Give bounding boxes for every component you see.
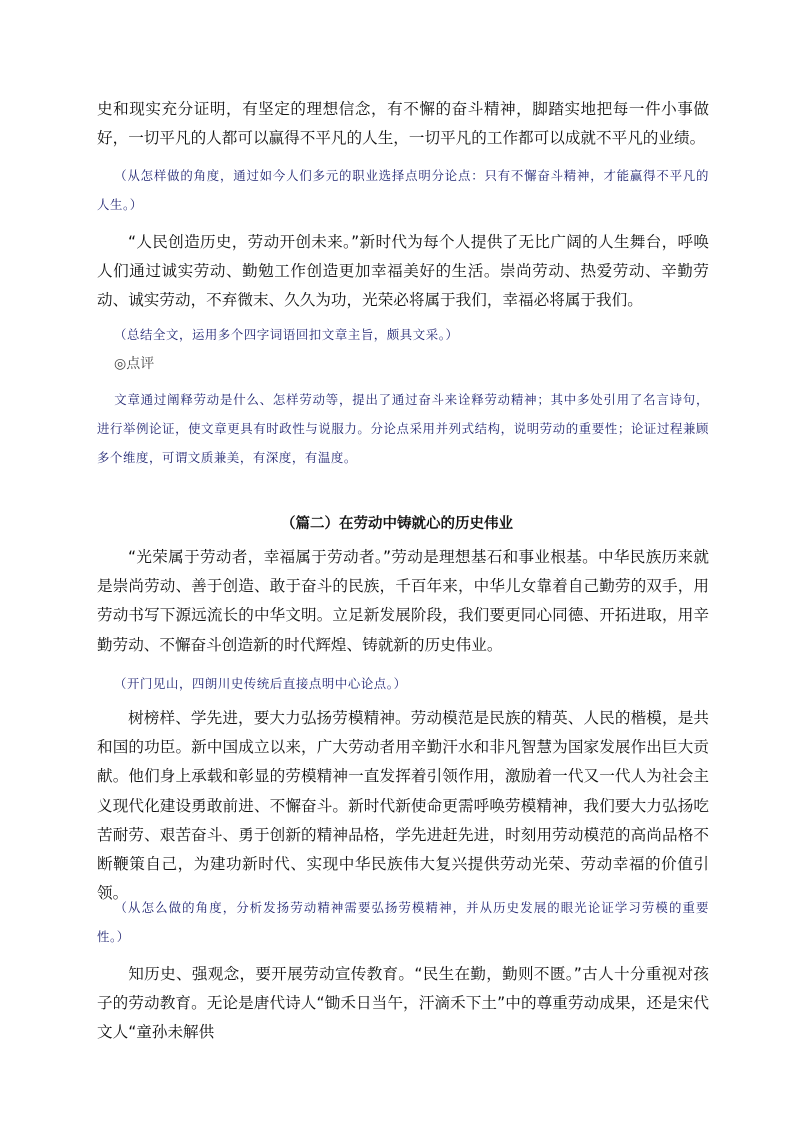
- paragraph-5: [97, 960, 709, 1048]
- annotation-4: [97, 893, 709, 951]
- paragraph-2-text: “人民创造历史，劳动开创未来。”新时代为每个人提供了无比广阔的人生舞台，呼唤人们通过诚实劳动、勤勉工作创造更加幸福美好的生活。崇尚劳动、热爱劳动、辛勤劳动、诚实劳动，不弃微末、久久为功，光荣必将属于我们，幸福必将属于我们。: [97, 233, 709, 310]
- paragraph-4-text: 树榜样、学先进，要大力弘扬劳模精神。劳动模范是民族的精英、人民的楷模，是共和国的功臣。新中国成立以来，广大劳动者用辛勤汗水和非凡智慧为国家发展作出巨大贡献。他们身上承载和彰显的劳模精神一直发挥着引领作用，激励着一代又一代人为社会主义现代化建设勇敢前进、不懈奋斗。新时代新使命更需呼唤劳模精神，我们要大力弘扬吃苦耐劳、艰苦奋斗、勇于创新的精神品格，学先进赶先进，时刻用劳动模范的高尚品格不断鞭策自己，为建功新时代、实现中华民族伟大复兴提供劳动光荣、劳动幸福的价值引领。: [97, 709, 709, 903]
- annotation-4-text: （从怎么做的角度，分析发扬劳动精神需要弘扬劳模精神，并从历史发展的眼光论证学习劳模的重要性。）: [97, 900, 709, 945]
- paragraph-5-text: 知历史、强观念，要开展劳动宣传教育。“民生在勤，勤则不匮。”古人十分重视对孩子的劳动教育。无论是唐代诗人“锄禾日当午，汗滴禾下土”中的尊重劳动成果，还是宋代文人“童孙未解供: [97, 965, 709, 1042]
- annotation-1-text: （从怎样做的角度，通过如今人们多元的职业选择点明分论点：只有不懈奋斗精神，才能赢得不平凡的人生。）: [97, 168, 709, 213]
- paragraph-2: [97, 228, 709, 316]
- paragraph-4: [97, 704, 709, 908]
- review-text: [97, 385, 709, 473]
- paragraph-3-text: “光荣属于劳动者，幸福属于劳动者。”劳动是理想基石和事业根基。中华民族历来就是崇尚劳动、善于创造、敢于奋斗的民族，千百年来，中华儿女靠着自己勤劳的双手，用劳动书写下源远流长的中华文明。立足新发展阶段，我们要更同心同德、开拓进取，用辛勤劳动、不懈奋斗创造新的时代辉煌、铸就新的历史伟业。: [97, 548, 709, 654]
- annotation-3: [97, 669, 709, 698]
- annotation-3-text: （开门见山，四朗川史传统后直接点明中心论点。）: [114, 676, 407, 691]
- paragraph-3: [97, 543, 709, 660]
- annotation-2-text: （总结全文，运用多个四字词语回扣文章主旨，颇具文采。）: [114, 327, 459, 342]
- section-heading: （篇二）在劳动中铸就心的历史伟业: [281, 516, 513, 532]
- annotation-2: [97, 320, 709, 349]
- annotation-1: [97, 161, 709, 219]
- review-text-body: 文章通过阐释劳动是什么、怎样劳动等，提出了通过奋斗来诠释劳动精神；其中多处引用了名言诗句，进行举例论证，使文章更具有时政性与说服力。分论点采用并列式结构，说明劳动的重要性；论证过程兼顾多个维度，可谓文质兼美，有深度，有温度。: [97, 392, 709, 466]
- review-title: ◎点评: [114, 356, 155, 372]
- paragraph-1: 史和现实充分证明，有坚定的理想信念，有不懈的奋斗精神，脚踏实地把每一件小事做好，一切平凡的人都可以赢得不平凡的人生，一切平凡的工作都可以成就不平凡的业绩。: [97, 100, 709, 148]
